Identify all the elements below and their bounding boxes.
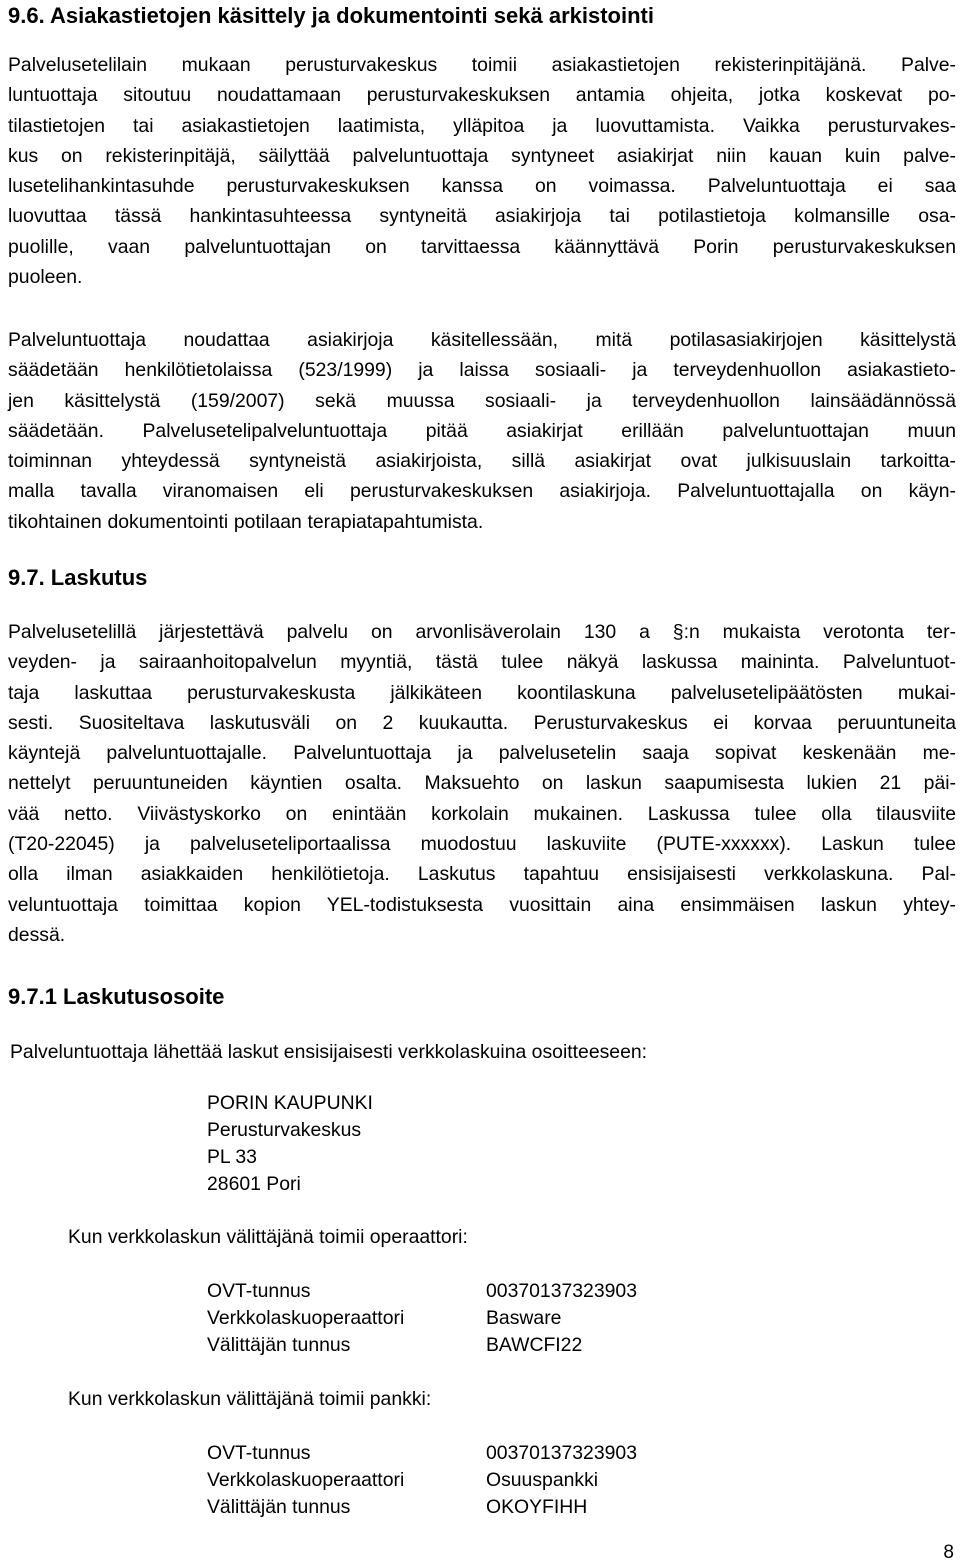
text-line: malla tavalla viranomaisen eli perusturvakeskuksen asiakirjoja. Palveluntuottajalla on käyn-: [8, 480, 956, 503]
text-line: säädetään henkilötietolaissa (523/1999) ja laissa sosiaali- ja terveydenhuollon asiakastieto-: [8, 359, 956, 382]
text-line: Palveluntuottaja noudattaa asiakirjoja käsitellessään, mitä potilasasiakirjojen käsittelystä: [8, 329, 956, 351]
text-line: veyden- ja sairaanhoitopalvelun myyntiä, tästä tulee näkyä laskussa maininta. Palveluntuot-: [8, 651, 956, 674]
page-number: 8: [943, 1542, 954, 1563]
text-line: kus on rekisterinpitäjä, säilyttää palveluntuottaja syntyneet asiakirjat niin kauan kuin palve-: [8, 144, 956, 167]
text-line: dessä.: [8, 923, 66, 946]
detail-value: Osuuspankki: [486, 1469, 599, 1491]
paragraph-records-1: [8, 50, 956, 292]
text-line: luovuttaa tässä hankintasuhteessa syntyneitä asiakirjoja tai potilastietoja kolmansille osa-: [8, 205, 956, 228]
text-line: jen käsittelystä (159/2007) sekä muussa sosiaali- ja terveydenhuollon lainsäädännössä: [8, 389, 956, 412]
text-line: nettelyt peruuntuneiden käyntien osalta. Maksuehto on laskun saapumisesta lukien 21 päi-: [8, 772, 956, 795]
text-line: säädetään. Palvelusetelipalveluntuottaja pitää asiakirjat erillään palveluntuottajan muun: [8, 419, 956, 442]
text-line: sesti. Suositeltava laskutusväli on 2 kuukautta. Perusturvakeskus ei korvaa peruuntuneita: [8, 711, 956, 734]
detail-row: [207, 1494, 637, 1521]
detail-value: 00370137323903: [486, 1280, 637, 1302]
text-line: vää netto. Viivästyskorko on enintään korkolain mukainen. Laskussa tulee olla tilausviite: [8, 802, 956, 825]
address-line: Perusturvakeskus: [207, 1119, 362, 1141]
detail-value: BAWCFI22: [486, 1334, 583, 1356]
billing-address: [207, 1090, 373, 1198]
text-line: veluntuottaja toimittaa kopion YEL-todistuksesta vuosittain aina ensimmäisen laskun yhtey-: [8, 893, 956, 916]
text-line: käyntejä palveluntuottajalle. Palveluntuottaja ja palvelusetelin saaja sopivat keskenään me-: [8, 742, 956, 765]
detail-row: [207, 1467, 637, 1494]
detail-key: Verkkolaskuoperaattori: [207, 1307, 405, 1329]
detail-value: 00370137323903: [486, 1442, 637, 1464]
text-line: tikohtainen dokumentointi potilaan terapiatapahtumista.: [8, 510, 484, 533]
detail-key: Verkkolaskuoperaattori: [207, 1469, 405, 1491]
paragraph-records-2: [8, 325, 956, 537]
text-line: puoleen.: [8, 266, 83, 289]
detail-row: [207, 1305, 637, 1332]
detail-value: OKOYFIHH: [486, 1496, 588, 1518]
detail-key: Välittäjän tunnus: [207, 1496, 351, 1518]
text-line: lusetelihankintasuhde perusturvakeskuksen kanssa on voimassa. Palveluntuottaja ei saa: [8, 175, 956, 198]
text-line: olla ilman asiakkaiden henkilötietoja. Laskutus tapahtuu ensisijaisesti verkkolaskuna. Pal-: [8, 863, 956, 886]
detail-key: OVT-tunnus: [207, 1280, 311, 1302]
address-line: PORIN KAUPUNKI: [207, 1092, 373, 1114]
text-line: taja laskuttaa perusturvakeskusta jälkikäteen koontilaskuna palvelusetelipäätösten mukai-: [8, 681, 956, 704]
bank-details: [207, 1440, 637, 1521]
section-heading-9-6: 9.6. Asiakastietojen käsittely ja dokumentointi sekä arkistointi: [8, 3, 654, 28]
detail-key: Välittäjän tunnus: [207, 1334, 351, 1356]
text-line: tilastietojen tai asiakastietojen laatimista, ylläpitoa ja luovuttamista. Vaikka perusturvakes-: [8, 114, 956, 137]
bank-intro: Kun verkkolaskun välittäjänä toimii pankki:: [68, 1388, 432, 1410]
address-line: PL 33: [207, 1146, 257, 1168]
operator-details: [207, 1278, 637, 1359]
address-line: 28601 Pori: [207, 1173, 301, 1195]
text-line: Palvelusetelillä järjestettävä palvelu on arvonlisäverolain 130 a §:n mukaista verotonta ter-: [8, 621, 956, 643]
detail-row: [207, 1278, 637, 1305]
text-line: puolille, vaan palveluntuottajan on tarvittaessa käännyttävä Porin perusturvakeskuksen: [8, 235, 956, 258]
section-heading-9-7-1: 9.7.1 Laskutusosoite: [8, 984, 225, 1009]
detail-row: [207, 1332, 637, 1359]
operator-intro: Kun verkkolaskun välittäjänä toimii operaattori:: [68, 1226, 468, 1248]
text-line: Palvelusetelilain mukaan perusturvakeskus toimii asiakastietojen rekisterinpitäjänä. Palve-: [8, 54, 956, 76]
text-line: (T20-22045) ja palveluseteliportaalissa muodostuu laskuviite (PUTE-xxxxxx). Laskun tulee: [8, 833, 956, 856]
text-line: toiminnan yhteydessä syntyneistä asiakirjoista, sillä asiakirjat ovat julkisuuslain tarkoitta-: [8, 450, 956, 473]
detail-row: [207, 1440, 637, 1467]
detail-value: Basware: [486, 1307, 562, 1329]
text-line: luntuottaja sitoutuu noudattamaan perusturvakeskuksen antamia ohjeita, jotka koskevat po-: [8, 84, 956, 107]
billing-address-intro: Palveluntuottaja lähettää laskut ensisijaisesti verkkolaskuina osoitteeseen:: [10, 1041, 648, 1063]
paragraph-billing: [8, 617, 956, 950]
section-heading-9-7: 9.7. Laskutus: [8, 565, 148, 590]
detail-key: OVT-tunnus: [207, 1442, 311, 1464]
